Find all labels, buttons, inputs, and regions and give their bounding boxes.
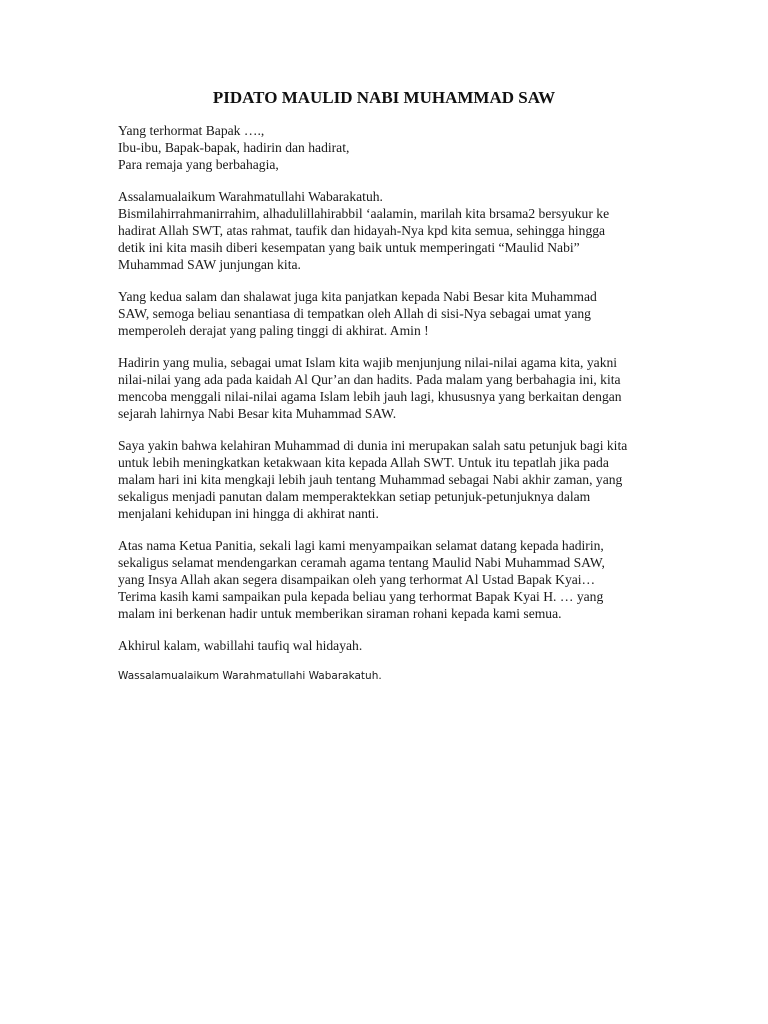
- text-line: mencoba menggali nilai-nilai agama Islam lebih jauh lagi, khususnya yang berkaitan dengan: [118, 389, 622, 404]
- text-line: yang Insya Allah akan segera disampaikan oleh yang terhormat Al Ustad Bapak Kyai…: [118, 572, 596, 587]
- text-line: SAW, semoga beliau senantiasa di tempatkan oleh Allah di sisi-Nya sebagai umat yang: [118, 306, 591, 321]
- text-line: Assalamualaikum Warahmatullahi Wabarakatuh.: [118, 189, 383, 204]
- paragraph: [118, 537, 678, 622]
- text-line: untuk lebih meningkatkan ketakwaan kita kepada Allah SWT. Untuk itu tepatlah jika pada: [118, 455, 609, 470]
- paragraph: [118, 122, 678, 173]
- closing-line: Wassalamualaikum Warahmatullahi Wabarakatuh.: [118, 670, 382, 682]
- text-line: nilai-nilai yang ada pada kaidah Al Qur’an dan hadits. Pada malam yang berbahagia ini, kita: [118, 372, 621, 387]
- text-line: sekaligus menjadi panutan dalam memperaktekkan setiap petunjuk-petunjuknya dalam: [118, 489, 591, 504]
- text-line: Yang terhormat Bapak ….,: [118, 123, 265, 138]
- text-line: Hadirin yang mulia, sebagai umat Islam kita wajib menjunjung nilai-nilai agama kita, yakni: [118, 355, 618, 370]
- text-line: hadirat Allah SWT, atas rahmat, taufik dan hidayah-Nya kpd kita semua, sehingga hingga: [118, 223, 606, 238]
- text-line: Bismilahirrahmanirrahim, alhadulillahirabbil ‘aalamin, marilah kita brsama2 bersyukur ke: [118, 206, 610, 221]
- text-line: Atas nama Ketua Panitia, sekali lagi kami menyampaikan selamat datang kepada hadirin,: [118, 538, 604, 553]
- text-line: Akhirul kalam, wabillahi taufiq wal hidayah.: [118, 638, 363, 653]
- paragraph: [118, 637, 678, 654]
- text-line: detik ini kita masih diberi kesempatan yang baik untuk memperingati “Maulid Nabi”: [118, 240, 580, 255]
- text-line: Para remaja yang berbahagia,: [118, 157, 279, 172]
- document-title: PIDATO MAULID NABI MUHAMMAD SAW: [212, 88, 556, 107]
- text-line: memperoleh derajat yang paling tinggi di akhirat. Amin !: [118, 323, 429, 338]
- text-line: Ibu-ibu, Bapak-bapak, hadirin dan hadirat,: [118, 140, 350, 155]
- document-body: [118, 122, 678, 683]
- text-line: Yang kedua salam dan shalawat juga kita panjatkan kepada Nabi Besar kita Muhammad: [118, 289, 597, 304]
- text-line: Saya yakin bahwa kelahiran Muhammad di dunia ini merupakan salah satu petunjuk bagi kita: [118, 438, 628, 453]
- text-line: Muhammad SAW junjungan kita.: [118, 257, 301, 272]
- paragraph: [118, 437, 678, 522]
- text-line: malam hari ini kita mengkaji lebih jauh tentang Muhammad sebagai Nabi akhir zaman, yang: [118, 472, 623, 487]
- text-line: sekaligus selamat mendengarkan ceramah agama tentang Maulid Nabi Muhammad SAW,: [118, 555, 605, 570]
- text-line: malam ini berkenan hadir untuk memberikan siraman rohani kepada kami semua.: [118, 606, 562, 621]
- paragraph: [118, 188, 678, 273]
- text-line: menjalani kehidupan ini hingga di akhirat nanti.: [118, 506, 379, 521]
- paragraph: [118, 288, 678, 339]
- text-line: sejarah lahirnya Nabi Besar kita Muhammad SAW.: [118, 406, 397, 421]
- paragraph-list: [118, 122, 678, 654]
- paragraph: [118, 354, 678, 422]
- text-line: Terima kasih kami sampaikan pula kepada beliau yang terhormat Bapak Kyai H. … yang: [118, 589, 604, 604]
